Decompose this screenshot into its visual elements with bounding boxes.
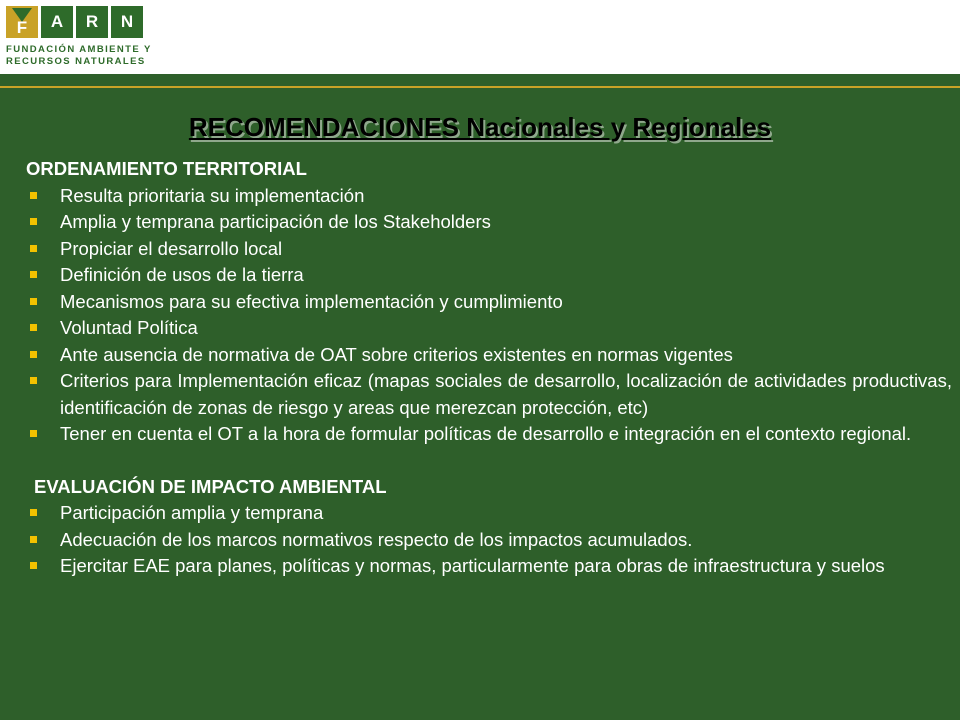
section-heading: ORDENAMIENTO TERRITORIAL [26,158,307,179]
logo-letter-n: N [111,6,143,38]
square-bullet-icon [30,324,37,331]
logo-text-line2: RECURSOS NATURALES [6,56,146,67]
section-evaluacion [26,474,952,580]
farn-logo [6,6,188,76]
header [0,0,960,74]
square-bullet-icon [30,536,37,543]
square-bullet-icon [30,351,37,358]
list-item: Ante ausencia de normativa de OAT sobre criterios existentes en normas vigentes [26,342,952,369]
square-bullet-icon [30,377,37,384]
list-item: Tener en cuenta el OT a la hora de formular políticas de desarrollo e integración en el contexto regional. [26,421,952,448]
square-bullet-icon [30,298,37,305]
section-heading: EVALUACIÓN DE IMPACTO AMBIENTAL [34,475,387,497]
list-item: Ejercitar EAE para planes, políticas y normas, particularmente para obras de infraestructura y suelos [26,553,952,580]
list-item: Voluntad Política [26,315,952,342]
gold-divider [0,86,960,88]
square-bullet-icon [30,218,37,225]
square-bullet-icon [30,430,37,437]
section-ordenamiento [26,156,952,448]
slide-title: RECOMENDACIONES Nacionales y Regionales [188,112,772,142]
logo-text [6,44,188,68]
square-bullet-icon [30,509,37,516]
list-item: Propiciar el desarrollo local [26,236,952,263]
list-item: Participación amplia y temprana [26,500,952,527]
square-bullet-icon [30,562,37,569]
logo-letter-f: F [6,6,38,38]
logo-letter-r: R [76,6,108,38]
square-bullet-icon [30,271,37,278]
list-item: Amplia y temprana participación de los Stakeholders [26,209,952,236]
slide-content [26,156,952,580]
bullet-list [26,500,952,580]
logo-letters [6,6,188,38]
square-bullet-icon [30,192,37,199]
list-item: Mecanismos para su efectiva implementación y cumplimiento [26,289,952,316]
logo-text-line1: FUNDACIÓN AMBIENTE Y [6,44,152,55]
logo-letter-a: A [41,6,73,38]
list-item: Definición de usos de la tierra [26,262,952,289]
square-bullet-icon [30,245,37,252]
list-item: Adecuación de los marcos normativos respecto de los impactos acumulados. [26,527,952,554]
list-item: Criterios para Implementación eficaz (mapas sociales de desarrollo, localización de actividades productivas, identificación de zonas de riesgo y areas que merezcan protección, etc) [26,368,952,421]
bullet-list [26,183,952,448]
list-item: Resulta prioritaria su implementación [26,183,952,210]
